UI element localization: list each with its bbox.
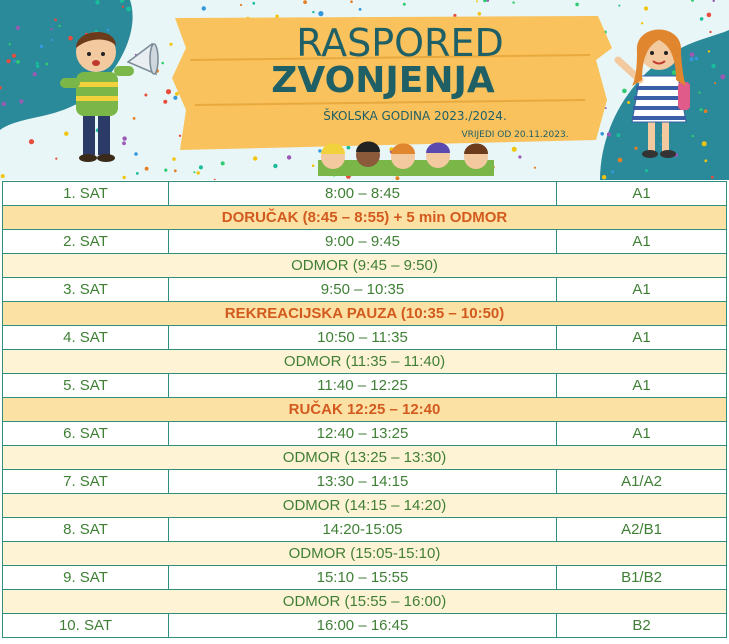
break-row bbox=[3, 350, 727, 374]
room-cell: A1 bbox=[557, 422, 727, 446]
period-cell: 5. SAT bbox=[3, 374, 169, 398]
time-cell: 8:00 – 8:45 bbox=[169, 182, 557, 206]
room-cell: A1/A2 bbox=[557, 470, 727, 494]
lesson-row bbox=[3, 566, 727, 590]
break-label: ODMOR (15:55 – 16:00) bbox=[3, 590, 727, 614]
time-cell: 10:50 – 11:35 bbox=[169, 326, 557, 350]
break-row bbox=[3, 494, 727, 518]
break-label: ODMOR (9:45 – 9:50) bbox=[3, 254, 727, 278]
school-year: ŠKOLSKA GODINA 2023./2024. bbox=[323, 109, 507, 123]
time-cell: 9:00 – 9:45 bbox=[169, 230, 557, 254]
lesson-row bbox=[3, 374, 727, 398]
room-cell: A1 bbox=[557, 326, 727, 350]
room-cell: A1 bbox=[557, 278, 727, 302]
meal-break-row bbox=[3, 398, 727, 422]
time-cell: 12:40 – 13:25 bbox=[169, 422, 557, 446]
meal-break-row bbox=[3, 206, 727, 230]
period-cell: 9. SAT bbox=[3, 566, 169, 590]
time-cell: 9:50 – 10:35 bbox=[169, 278, 557, 302]
room-cell: A1 bbox=[557, 230, 727, 254]
lesson-row bbox=[3, 230, 727, 254]
room-cell: B1/B2 bbox=[557, 566, 727, 590]
time-cell: 11:40 – 12:25 bbox=[169, 374, 557, 398]
lesson-row bbox=[3, 326, 727, 350]
period-cell: 7. SAT bbox=[3, 470, 169, 494]
lesson-row bbox=[3, 614, 727, 638]
meal-break-row bbox=[3, 302, 727, 326]
period-cell: 10. SAT bbox=[3, 614, 169, 638]
lesson-row bbox=[3, 470, 727, 494]
valid-from: VRIJEDI OD 20.11.2023. bbox=[461, 130, 569, 140]
period-cell: 8. SAT bbox=[3, 518, 169, 542]
lesson-row bbox=[3, 278, 727, 302]
lesson-row bbox=[3, 182, 727, 206]
break-row bbox=[3, 542, 727, 566]
lesson-row bbox=[3, 422, 727, 446]
break-label: ODMOR (15:05-15:10) bbox=[3, 542, 727, 566]
time-cell: 13:30 – 14:15 bbox=[169, 470, 557, 494]
time-cell: 16:00 – 16:45 bbox=[169, 614, 557, 638]
title-line1: RASPORED bbox=[296, 21, 504, 65]
period-cell: 6. SAT bbox=[3, 422, 169, 446]
break-row bbox=[3, 446, 727, 470]
meal-break-label: DORUČAK (8:45 – 8:55) + 5 min ODMOR bbox=[3, 206, 727, 230]
time-cell: 15:10 – 15:55 bbox=[169, 566, 557, 590]
period-cell: 4. SAT bbox=[3, 326, 169, 350]
period-cell: 1. SAT bbox=[3, 182, 169, 206]
break-label: ODMOR (13:25 – 13:30) bbox=[3, 446, 727, 470]
room-cell: A1 bbox=[557, 374, 727, 398]
lesson-row bbox=[3, 518, 727, 542]
header-banner bbox=[0, 0, 729, 180]
break-row bbox=[3, 254, 727, 278]
room-cell: A2/B1 bbox=[557, 518, 727, 542]
room-cell: B2 bbox=[557, 614, 727, 638]
bell-schedule-table bbox=[2, 181, 727, 638]
time-cell: 14:20-15:05 bbox=[169, 518, 557, 542]
period-cell: 3. SAT bbox=[3, 278, 169, 302]
break-row bbox=[3, 590, 727, 614]
title-line2: ZVONJENJA bbox=[271, 60, 495, 101]
break-label: ODMOR (14:15 – 14:20) bbox=[3, 494, 727, 518]
period-cell: 2. SAT bbox=[3, 230, 169, 254]
room-cell: A1 bbox=[557, 182, 727, 206]
break-label: ODMOR (11:35 – 11:40) bbox=[3, 350, 727, 374]
meal-break-label: RUČAK 12:25 – 12:40 bbox=[3, 398, 727, 422]
kids-row-illustration bbox=[318, 142, 494, 177]
banner-illustration bbox=[0, 0, 729, 180]
meal-break-label: REKREACIJSKA PAUZA (10:35 – 10:50) bbox=[3, 302, 727, 326]
